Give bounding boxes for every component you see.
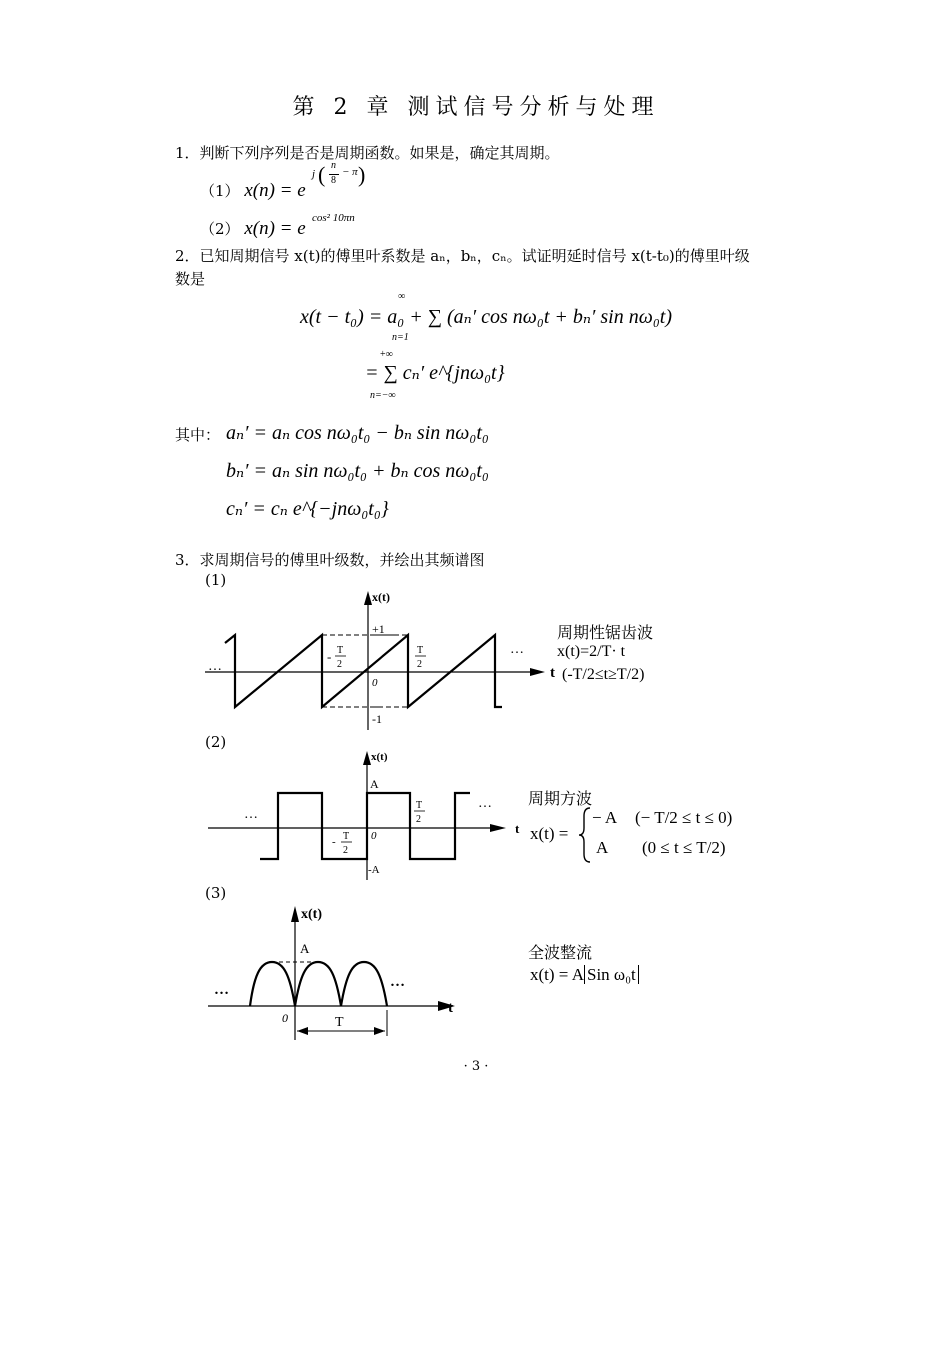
fig1-top-val: +1 [372, 622, 385, 636]
fig1-bottom-val: -1 [372, 712, 382, 726]
q1-item1-exp-den: 8 [331, 175, 336, 186]
fig2-square-diagram [200, 745, 530, 885]
q2-eq2-sum-top: +∞ [380, 349, 393, 360]
fig1-neg-den: 2 [337, 659, 342, 670]
q2-eq1: x(t − t₀) = a₀ + ∑ (aₙ′ cos nω₀t + bₙ′ sin nω₀t) [300, 306, 673, 328]
fig1-dots-left: … [208, 659, 222, 674]
fig1-neg-half: T [337, 645, 344, 656]
q1-item1-paren-right: ) [358, 162, 366, 187]
q2-def-c: cₙ′ = cₙ e^{−jnω₀t₀} [226, 498, 389, 520]
q1-item2-label: （2） [200, 220, 240, 238]
q1-item1-exp-num: n [331, 160, 336, 171]
fig1-note-range: (-T/2≤t≥T/2) [562, 666, 645, 683]
q1-item2-exp: cos² 10πn [312, 212, 355, 224]
fig3-note-title: 全波整流 [528, 945, 593, 962]
fig2-pos-den: 2 [416, 814, 421, 825]
q2-text-line1: 2．已知周期信号 x(t)的傅里叶系数是 aₙ，bₙ，cₙ。试证明延时信号 x(t-t₀)的傅里叶级 [175, 247, 750, 265]
q1-item2 [200, 218, 306, 240]
q2-eq2-sum-bottom: n=−∞ [370, 390, 396, 401]
q2-text-line2: 数是 [175, 270, 206, 288]
fig3-note-formula-lhs: x(t) = A [530, 965, 584, 984]
fig2-label: (2) [205, 733, 227, 751]
fig3-note-formula [530, 965, 639, 985]
q1-item1-label: （1） [200, 182, 240, 200]
q2-def-b: bₙ′ = aₙ sin nω₀t₀ + bₙ cos nω₀t₀ [226, 460, 489, 482]
fig3-origin: 0 [282, 1011, 288, 1025]
fig2-brace [578, 806, 592, 864]
fig3-period: T [335, 1015, 344, 1030]
fig1-label: (1) [205, 571, 227, 589]
q1-item2-lhs: x(n) = e [244, 218, 306, 239]
fig2-ylabel: x(t) [371, 751, 388, 763]
fig2-dots-left: … [244, 807, 258, 822]
fig3-note-formula-abs: Sin ω₀t [584, 965, 639, 984]
fig1-pos-den: 2 [417, 659, 422, 670]
q1-item1-exp-j: j [312, 168, 316, 180]
fig2-neg-den: 2 [343, 845, 348, 856]
q1-item1 [200, 180, 306, 202]
fig2-case1-val: − A [592, 808, 618, 827]
q2-def-a: aₙ′ = aₙ cos nω₀t₀ − bₙ sin nω₀t₀ [226, 422, 489, 444]
fig2-square-wave [260, 793, 470, 859]
fig1-xlabel: t [550, 665, 555, 681]
fig3-ylabel: x(t) [301, 907, 322, 922]
fig3-label: (3) [205, 884, 227, 902]
q2-eq1-sum-bottom: n=1 [392, 332, 409, 343]
fig3-rectified-diagram [200, 898, 500, 1046]
fig2-neg-sign: - [332, 836, 336, 848]
fig1-neg-sign: - [327, 649, 332, 664]
q2-eq2: = ∑ cₙ′ e^{jnω₀t} [365, 362, 505, 384]
fig1-origin: 0 [372, 677, 378, 689]
q1-item1-paren-left: ( [318, 162, 326, 187]
fig2-origin: 0 [371, 830, 377, 842]
fig2-case2-cond: (0 ≤ t ≤ T/2) [642, 838, 726, 857]
fig3-dots-left: … [214, 982, 229, 998]
fig2-case2-val: A [596, 838, 609, 857]
fig1-sawtooth-wave [225, 635, 502, 707]
fig3-xlabel: t [448, 1000, 453, 1016]
fig2-y-arrow [363, 751, 371, 765]
fig3-y-arrow [291, 906, 299, 922]
fig2-case1-cond: (− T/2 ≤ t ≤ 0) [635, 808, 733, 827]
fig3-period-arrow-left [297, 1027, 308, 1035]
fig3-dots-right: … [390, 974, 405, 990]
fig1-dots-right: … [510, 642, 524, 657]
fig2-bottom-val: -A [368, 864, 380, 876]
fig3-period-arrow-right [374, 1027, 385, 1035]
fig1-ylabel: x(t) [372, 590, 390, 604]
fig2-dots-right: … [478, 796, 492, 811]
fig2-x-arrow [490, 824, 506, 832]
fig2-xlabel: t [515, 821, 520, 836]
fig3-rectified-wave [250, 962, 387, 1006]
q1-text: 1．判断下列序列是否是周期函数。如果是，确定其周期。 [175, 144, 560, 162]
fig1-pos-half: T [417, 645, 424, 656]
fig2-note-title: 周期方波 [528, 791, 593, 808]
q3-text: 3．求周期信号的傅里叶级数，并绘出其频谱图 [175, 551, 485, 569]
q1-item1-lhs: x(n) = e [244, 180, 306, 201]
page-number: · 3 · [463, 1059, 489, 1074]
fig1-note-title: 周期性锯齿波 [557, 625, 654, 642]
q1-item1-exp-tail: − π [342, 166, 358, 178]
q2-eq1-sum-top: ∞ [398, 291, 406, 302]
chapter-title: 第 2 章 测试信号分析与处理 [292, 95, 660, 120]
fig2-note-lhs: x(t) = [530, 824, 569, 843]
fig3-amp: A [300, 941, 310, 956]
fig2-neg-half: T [343, 831, 350, 842]
fig1-x-arrow [530, 668, 545, 676]
fig2-top-val: A [370, 777, 379, 791]
fig1-note-formula: x(t)=2/T· t [557, 643, 626, 660]
fig1-y-arrow [364, 591, 372, 605]
fig2-pos-half: T [416, 800, 423, 811]
q2-where-label: 其中： [175, 426, 221, 444]
